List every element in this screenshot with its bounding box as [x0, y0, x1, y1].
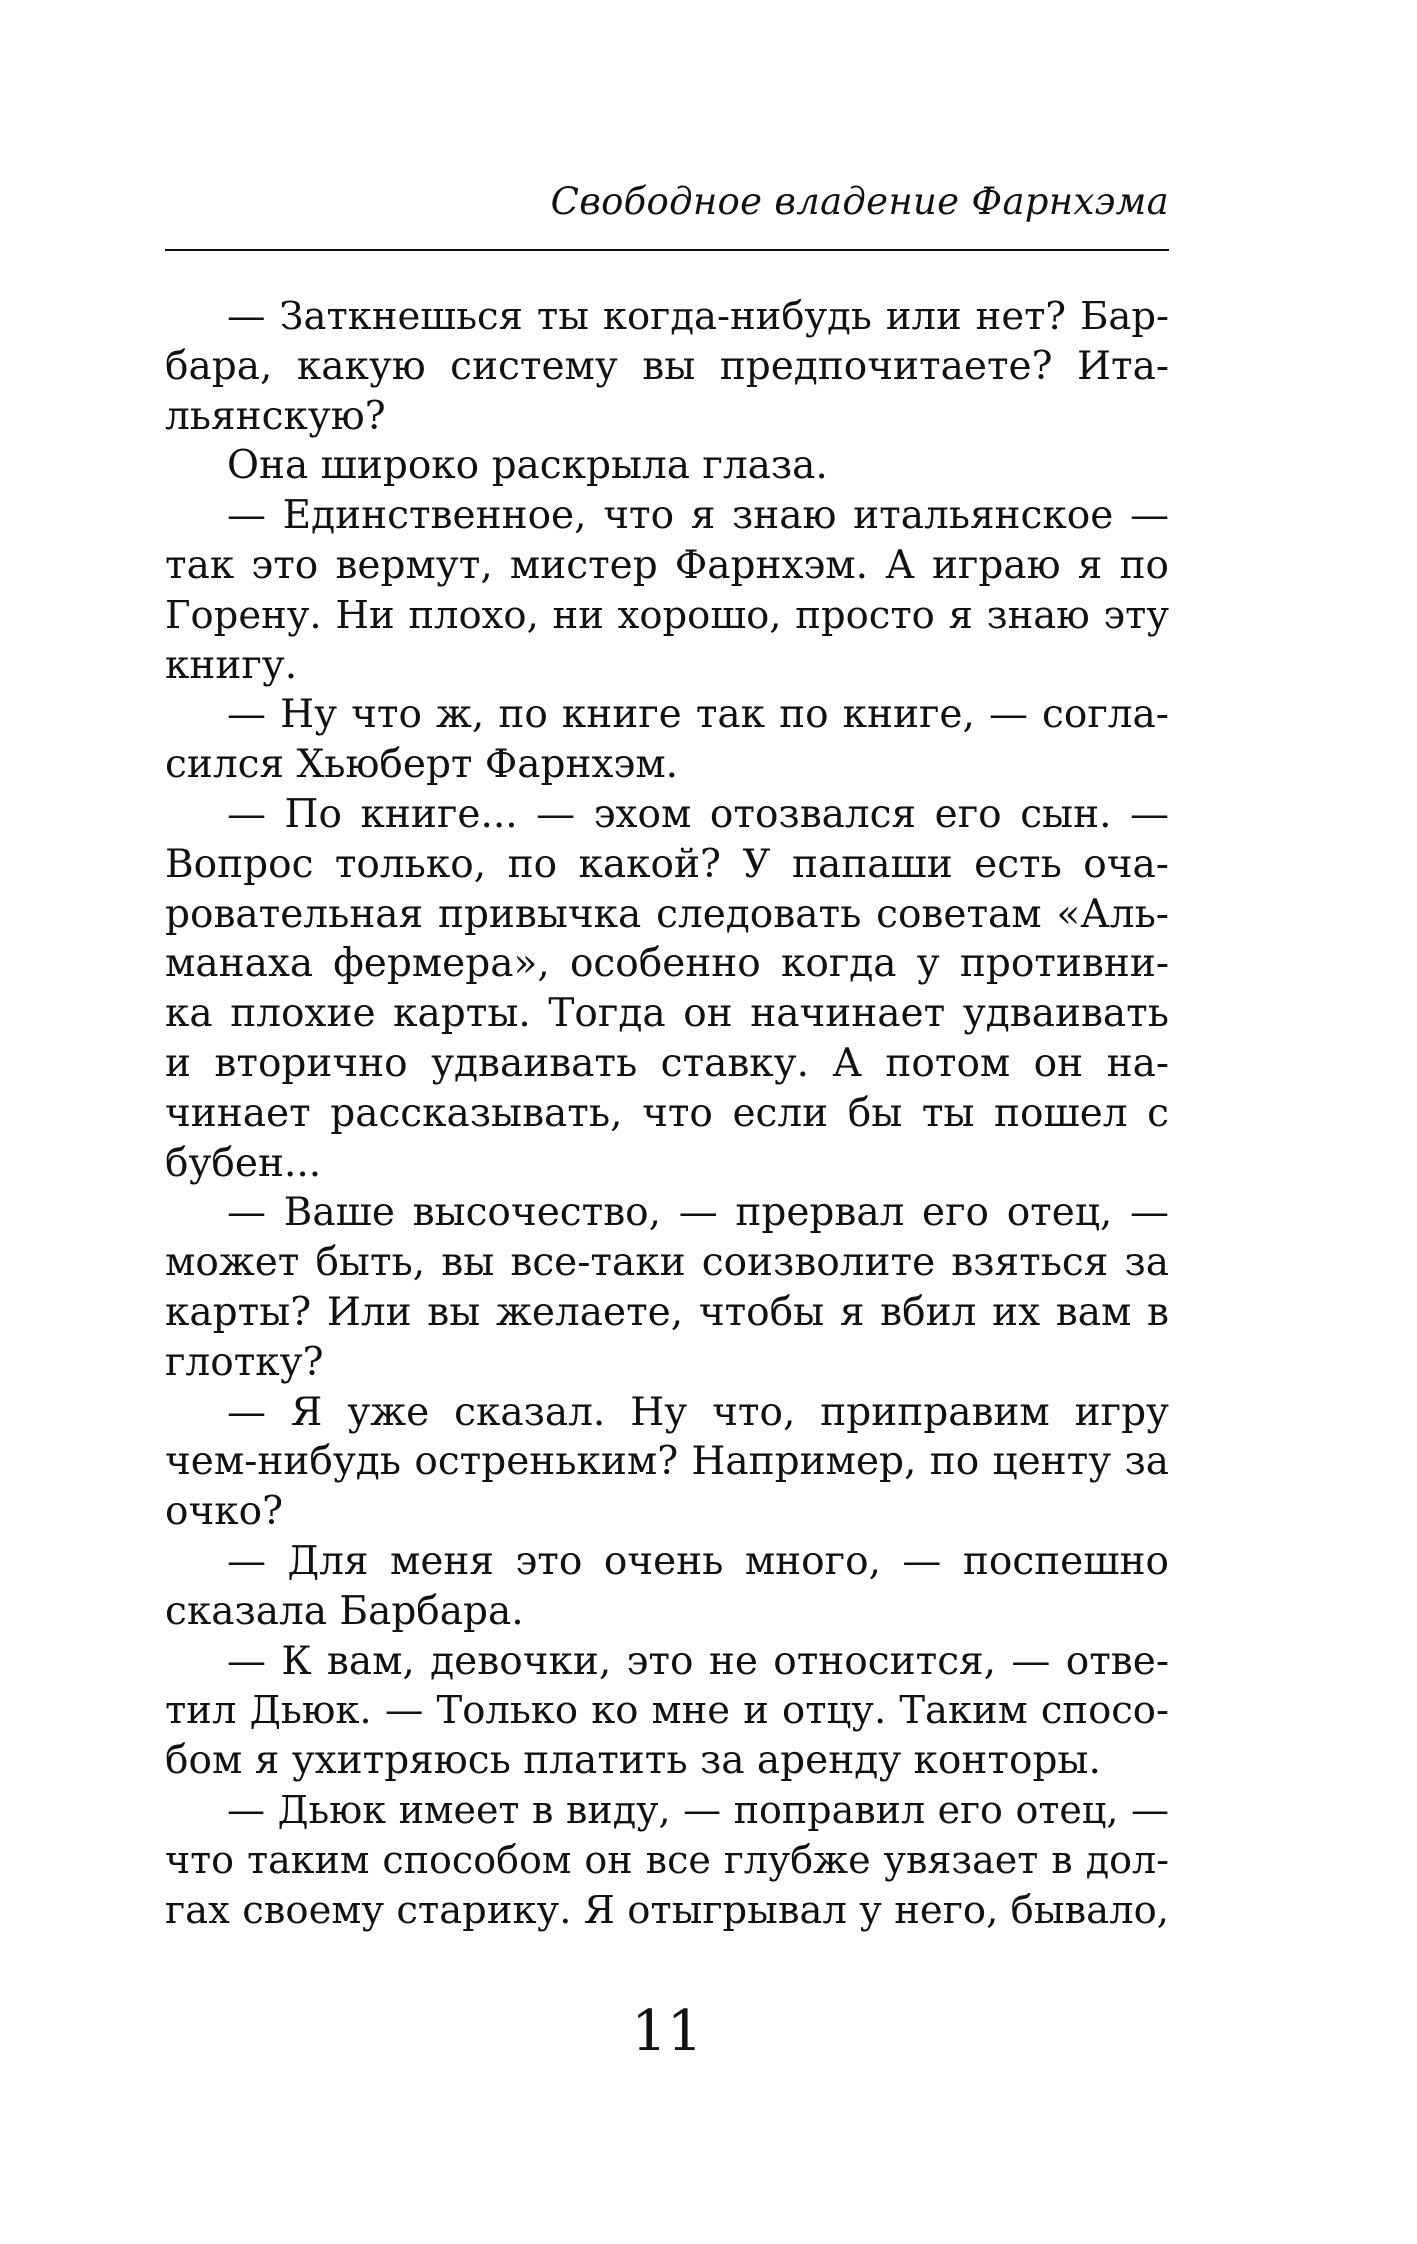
text-line: и вторично удваивать ставку. А потом он на- — [165, 1040, 1169, 1086]
text-line: сказала Барбара. — [165, 1588, 524, 1634]
text-line: очко? — [165, 1489, 284, 1535]
text-line: карты? Или вы желаете, чтобы я вбил их вам в — [165, 1289, 1169, 1335]
text-line: манаха фермера», особенно когда у противни- — [165, 941, 1169, 987]
text-line: сился Хьюберт Фарнхэм. — [165, 742, 679, 788]
text-line: — Я уже сказал. Ну что, приправим игру — [227, 1389, 1169, 1435]
text-line: так это вермут, мистер Фарнхэм. А играю я по — [165, 542, 1169, 588]
text-line: чем-нибудь остреньким? Например, по центу за — [165, 1439, 1169, 1485]
text-line: бом я ухитряюсь платить за аренду конторы. — [165, 1738, 1101, 1784]
text-line: гах своему старику. Я отыгрывал у него, бывало, — [165, 1887, 1169, 1933]
header-rule — [165, 249, 1169, 251]
text-line: тил Дьюк. — Только ко мне и отцу. Таким спосо- — [165, 1688, 1169, 1734]
text-line: Вопрос только, по какой? У папаши есть оча- — [165, 841, 1169, 887]
text-line: ка плохие карты. Тогда он начинает удваивать — [165, 991, 1169, 1037]
text-line: — По книге... — эхом отозвался его сын. — — [227, 791, 1169, 837]
text-line: что таким способом он все глубже увязает в дол- — [165, 1837, 1169, 1882]
text-line: книгу. — [165, 642, 298, 688]
text-line: может быть, вы все-таки соизволите взяться за — [165, 1240, 1169, 1286]
text-line: бубен... — [165, 1140, 322, 1186]
body-text — [165, 292, 1169, 1935]
text-line: — Единственное, что я знаю итальянское — — [227, 493, 1169, 539]
text-line: — Ну что ж, по книге так по книге, — согла- — [227, 692, 1169, 738]
text-line: — Заткнешься ты когда-нибудь или нет? Бар- — [227, 294, 1169, 339]
text-line: ровательная привычка следовать советам «Аль- — [165, 891, 1169, 937]
running-header: Свободное владение Фарнхэма — [550, 180, 1169, 223]
text-line: Она широко раскрыла глаза. — [227, 443, 828, 489]
text-line: бара, какую систему вы предпочитаете? Ита- — [165, 343, 1169, 389]
text-line: — Для меня это очень много, — поспешно — [227, 1538, 1169, 1584]
text-line: — Ваше высочество, — прервал его отец, — — [227, 1190, 1169, 1236]
text-line: — К вам, девочки, это не относится, — отве- — [227, 1638, 1169, 1684]
text-line: глотку? — [165, 1339, 324, 1385]
text-line: чинает рассказывать, что если бы ты пошел с — [165, 1090, 1169, 1136]
text-line: Горену. Ни плохо, ни хорошо, просто я знаю эту — [165, 592, 1169, 638]
page-number: 11 — [631, 1999, 703, 2064]
text-line: льянскую? — [165, 393, 386, 439]
text-line: — Дьюк имеет в виду, — поправил его отец, — — [227, 1787, 1169, 1832]
